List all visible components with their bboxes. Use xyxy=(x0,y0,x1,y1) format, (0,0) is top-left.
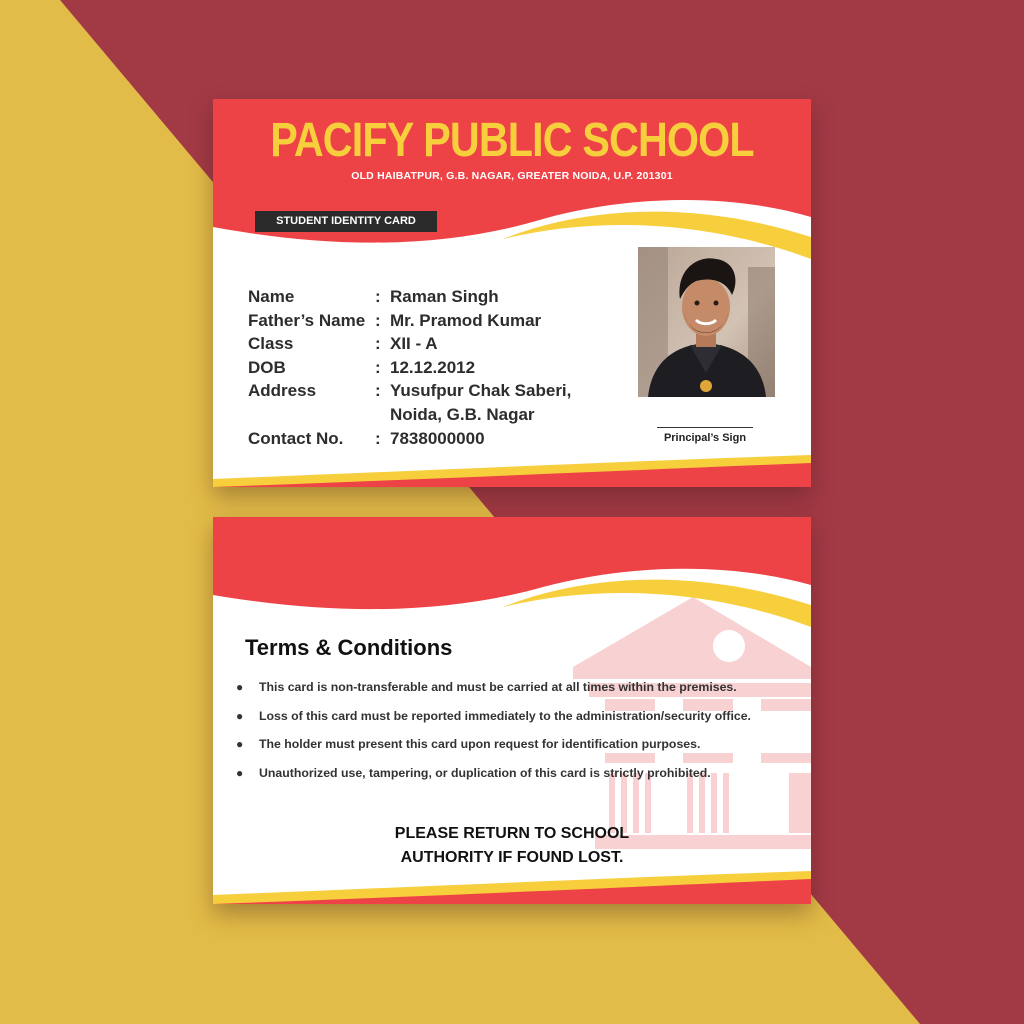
field-label: DOB xyxy=(248,357,286,377)
student-details xyxy=(248,285,571,450)
term-text: Unauthorized use, tampering, or duplication of this card is strictly prohibited. xyxy=(259,765,711,780)
field-label: Contact No. xyxy=(248,428,344,448)
school-address: OLD HAIBATPUR, G.B. NAGAR, GREATER NOIDA, U.P. 201301 xyxy=(351,170,673,182)
field-value: Noida, G.B. Nagar xyxy=(390,404,535,424)
card-type-badge: STUDENT IDENTITY CARD xyxy=(255,211,437,232)
detail-row-dob xyxy=(248,356,571,380)
field-value: 12.12.2012 xyxy=(390,357,476,377)
school-name: PACIFY PUBLIC SCHOOL xyxy=(270,114,754,167)
field-colon: : xyxy=(375,287,381,306)
field-label xyxy=(248,403,375,427)
return-note-line: AUTHORITY IF FOUND LOST. xyxy=(400,849,624,866)
field-value: XII - A xyxy=(390,334,438,354)
term-text: This card is non-transferable and must be carried at all times within the premises. xyxy=(259,680,737,694)
field-colon: : xyxy=(375,310,381,330)
term-item xyxy=(233,680,751,709)
field-colon: : xyxy=(375,381,381,401)
term-text: The holder must present this card upon request for identification purposes. xyxy=(259,737,701,751)
detail-row-contact xyxy=(248,427,571,451)
bullet-icon: ● xyxy=(236,765,244,780)
student-photo-illustration xyxy=(638,247,775,397)
return-note-line: PLEASE RETURN TO SCHOOL xyxy=(394,825,630,842)
return-note xyxy=(213,822,811,870)
terms-list xyxy=(233,680,751,794)
term-item xyxy=(233,709,751,738)
terms-title: Terms & Conditions xyxy=(245,635,453,660)
field-label: Father’s Name xyxy=(248,310,366,330)
detail-row-address-cont xyxy=(248,403,571,427)
field-colon: : xyxy=(375,357,381,377)
detail-row-name xyxy=(248,285,571,309)
bullet-icon: ● xyxy=(236,708,244,723)
detail-row-father-name xyxy=(248,309,571,333)
bullet-icon: ● xyxy=(236,680,244,694)
field-value: 7838000000 xyxy=(390,428,485,448)
field-colon: : xyxy=(375,334,381,354)
term-item xyxy=(233,766,751,795)
detail-row-address xyxy=(248,379,571,403)
principal-sign-label: Principal’s Sign xyxy=(663,432,747,444)
field-label: Address xyxy=(248,381,317,401)
student-photo xyxy=(638,247,775,397)
field-colon: : xyxy=(375,428,381,448)
field-value: Yusufpur Chak Saberi, xyxy=(390,381,572,401)
term-text: Loss of this card must be reported immediately to the administration/security office. xyxy=(259,708,751,723)
signature-line xyxy=(657,427,753,428)
id-card-front xyxy=(213,99,811,487)
term-item xyxy=(233,737,751,766)
field-colon xyxy=(375,403,390,427)
id-card-back xyxy=(213,517,811,904)
field-value: Mr. Pramod Kumar xyxy=(390,310,542,330)
field-value: Raman Singh xyxy=(390,287,499,306)
bullet-icon: ● xyxy=(236,737,244,751)
detail-row-class xyxy=(248,332,571,356)
field-label: Name xyxy=(248,287,295,306)
field-label: Class xyxy=(248,334,294,354)
